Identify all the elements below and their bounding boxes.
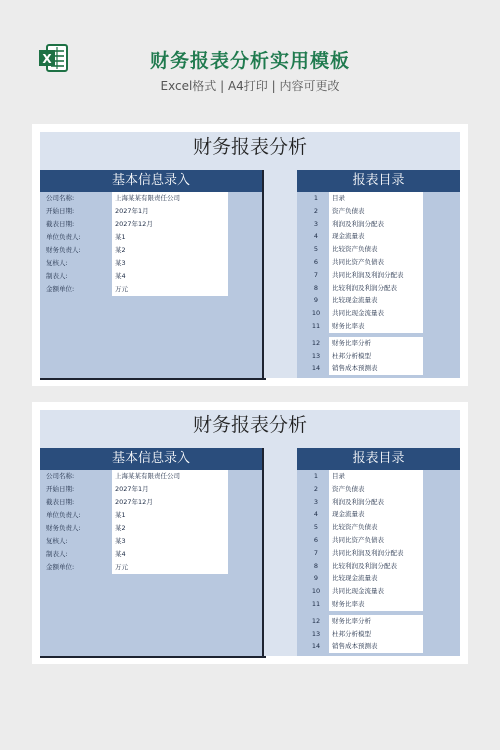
info-label: 财务负责人: xyxy=(46,246,81,254)
info-value-cell[interactable]: 2027年12月 xyxy=(112,496,228,509)
toc-item-label[interactable]: 资产负债表 xyxy=(329,205,423,218)
toc-item-label[interactable]: 销售成本预测表 xyxy=(329,640,423,653)
toc-item[interactable] xyxy=(297,320,460,333)
info-value-cell[interactable]: 2027年1月 xyxy=(112,483,228,496)
info-label: 单位负责人: xyxy=(46,233,81,241)
toc-list xyxy=(297,470,460,653)
toc-item-label[interactable]: 杜邦分析模型 xyxy=(329,628,423,641)
toc-item-number: 10 xyxy=(311,309,321,318)
toc-item[interactable] xyxy=(297,572,460,585)
toc-item[interactable] xyxy=(297,205,460,218)
toc-item-label[interactable]: 利润及利润分配表 xyxy=(329,218,423,231)
info-value-cell[interactable]: 某2 xyxy=(112,244,228,257)
toc-item[interactable] xyxy=(297,218,460,231)
svg-text:X: X xyxy=(42,52,52,66)
info-value-cell[interactable]: 某4 xyxy=(112,548,228,561)
info-row xyxy=(40,192,262,205)
info-value-cell[interactable]: 2027年12月 xyxy=(112,218,228,231)
toc-item-label[interactable]: 现金流量表 xyxy=(329,230,423,243)
info-row xyxy=(40,561,262,574)
info-label: 复核人: xyxy=(46,537,68,545)
info-label: 单位负责人: xyxy=(46,511,81,519)
toc-item[interactable] xyxy=(297,350,460,363)
toc-item[interactable] xyxy=(297,547,460,560)
toc-item-number: 4 xyxy=(313,510,319,519)
info-row xyxy=(40,231,262,244)
page-title: 财务报表分析实用模板 xyxy=(149,50,350,72)
toc-item[interactable] xyxy=(297,598,460,611)
toc-item-label[interactable]: 共同比现金流量表 xyxy=(329,585,423,598)
info-row xyxy=(40,470,262,483)
toc-item[interactable] xyxy=(297,640,460,653)
info-value-cell[interactable]: 万元 xyxy=(112,283,228,296)
info-label: 开始日期: xyxy=(46,207,75,215)
toc-item-number: 13 xyxy=(311,629,321,638)
toc-item-number: 14 xyxy=(311,642,321,651)
toc-item-number: 3 xyxy=(313,219,319,228)
toc-item-label[interactable]: 目录 xyxy=(329,470,423,483)
toc-panel-header: 报表目录 xyxy=(297,448,460,470)
toc-list xyxy=(297,192,460,375)
toc-item[interactable] xyxy=(297,483,460,496)
info-label: 开始日期: xyxy=(46,485,75,493)
info-row xyxy=(40,270,262,283)
toc-item-label[interactable]: 比较资产负债表 xyxy=(329,243,423,256)
info-table xyxy=(40,470,262,574)
toc-item[interactable] xyxy=(297,470,460,483)
toc-item-label[interactable]: 销售成本预测表 xyxy=(329,362,423,375)
toc-item-number: 2 xyxy=(313,484,319,493)
info-value-cell[interactable]: 2027年1月 xyxy=(112,205,228,218)
info-value-cell[interactable]: 上海某某有限责任公司 xyxy=(112,192,228,205)
info-row xyxy=(40,244,262,257)
toc-item-label[interactable]: 共同比资产负债表 xyxy=(329,256,423,269)
toc-item[interactable] xyxy=(297,628,460,641)
info-value-cell[interactable]: 某1 xyxy=(112,509,228,522)
toc-item-label[interactable]: 财务比率分析 xyxy=(329,337,423,350)
info-panel-header: 基本信息录入 xyxy=(40,448,262,470)
toc-item-number: 11 xyxy=(311,321,321,330)
info-label: 公司名称: xyxy=(46,472,75,480)
toc-item-label[interactable]: 共同比利润及利润分配表 xyxy=(329,547,423,560)
page-header xyxy=(0,0,500,118)
toc-item-number: 12 xyxy=(311,616,321,625)
toc-item[interactable] xyxy=(297,337,460,350)
toc-item-number: 11 xyxy=(311,599,321,608)
info-row xyxy=(40,522,262,535)
toc-item[interactable] xyxy=(297,362,460,375)
toc-item-number: 9 xyxy=(313,574,319,583)
toc-item[interactable] xyxy=(297,508,460,521)
info-row xyxy=(40,257,262,270)
info-label: 财务负责人: xyxy=(46,524,81,532)
toc-item-number: 14 xyxy=(311,364,321,373)
toc-item-label[interactable]: 共同比现金流量表 xyxy=(329,307,423,320)
toc-item-label[interactable]: 比较利润及利润分配表 xyxy=(329,560,423,573)
info-row xyxy=(40,509,262,522)
toc-item-number: 8 xyxy=(313,283,319,292)
toc-item-label[interactable]: 比较利润及利润分配表 xyxy=(329,282,423,295)
info-row xyxy=(40,548,262,561)
info-value-cell[interactable]: 某3 xyxy=(112,257,228,270)
toc-item-number: 12 xyxy=(311,338,321,347)
toc-item[interactable] xyxy=(297,256,460,269)
page-subtitle: Excel格式 | A4打印 | 内容可更改 xyxy=(160,79,340,93)
toc-panel-header: 报表目录 xyxy=(297,170,460,192)
toc-item-label[interactable]: 共同比资产负债表 xyxy=(329,534,423,547)
toc-item-number: 9 xyxy=(313,296,319,305)
toc-item-number: 4 xyxy=(313,232,319,241)
toc-item[interactable] xyxy=(297,230,460,243)
toc-panel xyxy=(297,170,460,378)
toc-item[interactable] xyxy=(297,521,460,534)
toc-item-label[interactable]: 共同比利润及利润分配表 xyxy=(329,269,423,282)
toc-item-label[interactable]: 目录 xyxy=(329,192,423,205)
toc-item-label[interactable]: 杜邦分析模型 xyxy=(329,350,423,363)
info-row xyxy=(40,483,262,496)
info-row xyxy=(40,496,262,509)
toc-item[interactable] xyxy=(297,534,460,547)
info-row xyxy=(40,205,262,218)
toc-item-label[interactable]: 财务比率表 xyxy=(329,598,423,611)
info-label: 金额单位: xyxy=(46,563,75,571)
info-row xyxy=(40,218,262,231)
info-label: 公司名称: xyxy=(46,194,75,202)
toc-item[interactable] xyxy=(297,282,460,295)
info-table xyxy=(40,192,262,296)
toc-item-number: 3 xyxy=(313,497,319,506)
info-label: 制表人: xyxy=(46,550,68,558)
sheet-preview-1 xyxy=(32,124,468,386)
info-row xyxy=(40,283,262,296)
info-panel-header: 基本信息录入 xyxy=(40,170,262,192)
toc-item-number: 5 xyxy=(313,523,319,532)
toc-item-label[interactable]: 比较资产负债表 xyxy=(329,521,423,534)
toc-item-label[interactable]: 资产负债表 xyxy=(329,483,423,496)
toc-item[interactable] xyxy=(297,269,460,282)
toc-item-label[interactable]: 利润及利润分配表 xyxy=(329,496,423,509)
info-value-cell[interactable]: 上海某某有限责任公司 xyxy=(112,470,228,483)
sheet-area xyxy=(40,132,460,378)
toc-item-number: 5 xyxy=(313,245,319,254)
info-label: 金额单位: xyxy=(46,285,75,293)
sheet-area xyxy=(40,410,460,656)
toc-item-number: 7 xyxy=(313,270,319,279)
toc-item[interactable] xyxy=(297,585,460,598)
info-label: 截表日期: xyxy=(46,498,75,506)
info-value-cell[interactable]: 万元 xyxy=(112,561,228,574)
info-value-cell[interactable]: 某1 xyxy=(112,231,228,244)
info-label: 复核人: xyxy=(46,259,68,267)
sheet-preview-2 xyxy=(32,402,468,664)
toc-item-label[interactable]: 比较现金流量表 xyxy=(329,294,423,307)
toc-item-label[interactable]: 现金流量表 xyxy=(329,508,423,521)
toc-item-number: 10 xyxy=(311,587,321,596)
toc-item[interactable] xyxy=(297,615,460,628)
toc-item[interactable] xyxy=(297,294,460,307)
info-label: 制表人: xyxy=(46,272,68,280)
toc-item[interactable] xyxy=(297,243,460,256)
toc-item-number: 7 xyxy=(313,548,319,557)
toc-item-label[interactable]: 财务比率表 xyxy=(329,320,423,333)
toc-item-label[interactable]: 财务比率分析 xyxy=(329,615,423,628)
info-value-cell[interactable]: 某2 xyxy=(112,522,228,535)
info-value-cell[interactable]: 某3 xyxy=(112,535,228,548)
sheet-title: 财务报表分析 xyxy=(192,136,307,158)
toc-item-number: 1 xyxy=(313,194,319,202)
info-row xyxy=(40,535,262,548)
toc-item-number: 13 xyxy=(311,351,321,360)
toc-item-number: 6 xyxy=(313,257,319,266)
toc-item[interactable] xyxy=(297,496,460,509)
sheet-title: 财务报表分析 xyxy=(192,414,307,436)
info-value-cell[interactable]: 某4 xyxy=(112,270,228,283)
info-label: 截表日期: xyxy=(46,220,75,228)
info-panel xyxy=(40,448,264,656)
toc-item-number: 8 xyxy=(313,561,319,570)
toc-item[interactable] xyxy=(297,560,460,573)
info-panel xyxy=(40,170,264,378)
toc-item-number: 1 xyxy=(313,472,319,480)
toc-item[interactable] xyxy=(297,192,460,205)
toc-item-label[interactable]: 比较现金流量表 xyxy=(329,572,423,585)
toc-item-number: 2 xyxy=(313,206,319,215)
toc-item[interactable] xyxy=(297,307,460,320)
toc-item-number: 6 xyxy=(313,535,319,544)
toc-panel xyxy=(297,448,460,656)
